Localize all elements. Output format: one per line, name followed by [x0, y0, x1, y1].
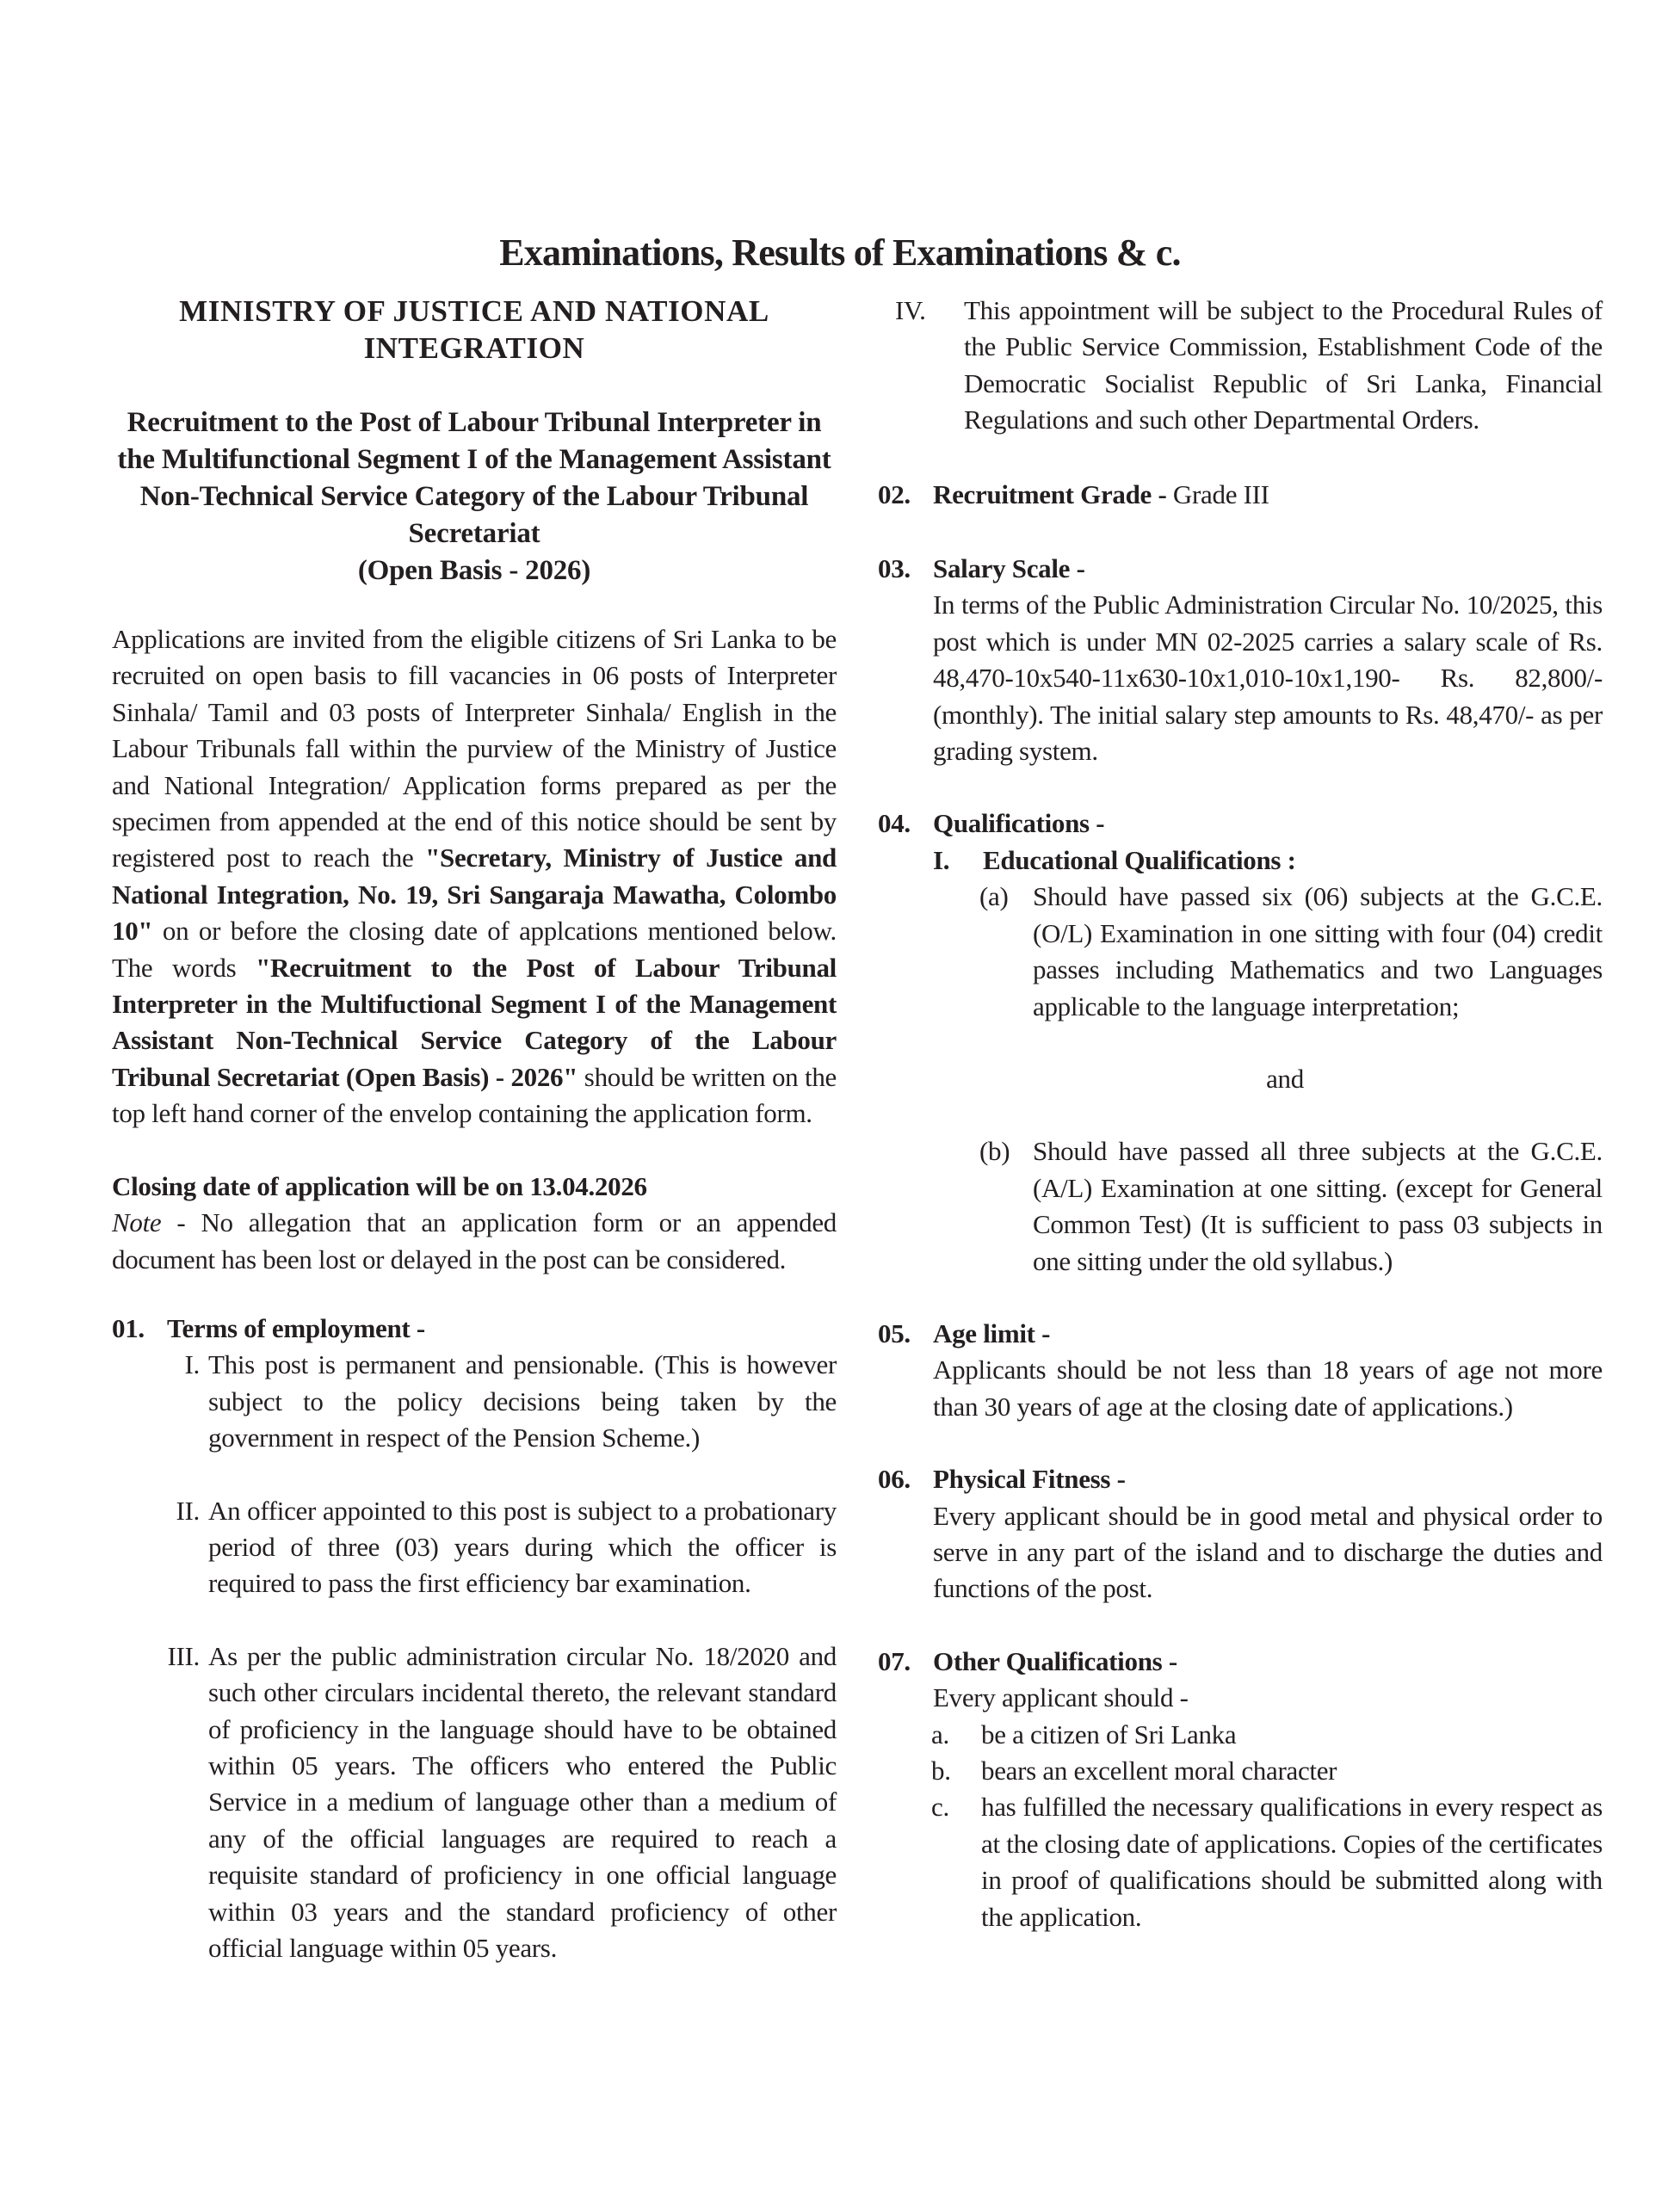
term-item-ii: [112, 1493, 837, 1602]
other-qualification-c: [931, 1789, 1603, 1935]
physical-fitness-text: Every applicant should be in good metal and physical order to serve in any part of the island and to discharge the duties and functions of the post.: [933, 1500, 1603, 1604]
page-title: Examinations, Results of Examinations & c.: [499, 231, 1181, 274]
section-title: Age limit -: [933, 1317, 1051, 1348]
intro-text-3: should be written on the top left hand corner of the envelop containing the application form.: [112, 1061, 837, 1129]
section-number: 01.: [112, 1312, 145, 1343]
left-column: [112, 293, 837, 1966]
right-column: [878, 293, 1603, 1935]
recruitment-title: Recruitment to the Post of Labour Tribunal Interpreter in the Multifunctional Segment I of the Management Assistant Non-Technical Service Category of the Labour Tribunal Secretariat: [117, 407, 831, 549]
ministry-heading: MINISTRY OF JUSTICE AND NATIONAL INTEGRATION: [179, 294, 769, 365]
salary-scale-text: In terms of the Public Administration Circular No. 10/2025, this post which is under MN 02-2025 carries a salary scale of Rs. 48,470-10x540-11x630-10x1,010-10x1,190- Rs. 82,800/- (monthly). The initial salary step amounts to Rs. 48,470/- as per grading system.: [933, 589, 1603, 767]
section-number: 05.: [878, 1317, 911, 1348]
section-05: [878, 1316, 1603, 1425]
term-item-iv: [878, 293, 1603, 439]
item-label: (b): [979, 1136, 1010, 1167]
item-number: I.: [184, 1349, 200, 1380]
item-label: (a): [979, 881, 1009, 912]
other-qualification-a: [931, 1717, 1603, 1753]
intro-address: "Secretary, Ministry of Justice and National Integration, No. 19, Sri Sangaraja Mawatha, Colombo 10": [112, 842, 837, 947]
section-title: Qualifications -: [933, 808, 1105, 839]
item-number: IV.: [895, 295, 926, 325]
age-limit-text: Applicants should be not less than 18 years of age not more than 30 years of age at the closing date of applications.): [933, 1355, 1603, 1422]
other-qualification-b: [931, 1753, 1603, 1789]
recruitment-grade-value: Grade III: [1166, 478, 1269, 509]
item-text: Should have passed six (06) subjects at the G.C.E. (O/L) Examination in one sitting with four (04) credit passes including Mathematics and two Languages applicable to the language interpretation;: [1033, 881, 1603, 1021]
section-title: Other Qualifications -: [933, 1645, 1177, 1676]
section-title: Salary Scale -: [933, 553, 1085, 584]
intro-text-2: on or before the closing date of applcations mentioned below. The words: [112, 916, 837, 983]
intro-envelope-label: "Recruitment to the Post of Labour Tribunal Interpreter in the Multifuctional Segment I of the Management Assistant Non-Technical Service Category of the Labour Tribunal Secretariat (Open Basis) - 2026": [112, 952, 837, 1092]
section-03: [878, 551, 1603, 769]
item-text: has fulfilled the necessary qualifications in every respect as at the closing date of applications. Copies of the certificates in proof of qualifications should be submitted along with the application.: [981, 1792, 1603, 1932]
section-title: Recruitment Grade -: [933, 478, 1167, 509]
other-qualifications-lead: Every applicant should -: [933, 1682, 1189, 1713]
item-number: II.: [176, 1495, 200, 1526]
section-06: [878, 1461, 1603, 1608]
closing-date: Closing date of application will be on 13.04.2026: [112, 1170, 647, 1201]
item-label: c.: [931, 1792, 949, 1823]
educational-qualifications-heading: [933, 842, 1603, 879]
item-number: III.: [167, 1640, 200, 1671]
section-title: Terms of employment -: [167, 1312, 425, 1343]
section-number: 07.: [878, 1645, 911, 1676]
sub-title: Educational Qualifications :: [983, 844, 1296, 875]
term-item-iii: [112, 1638, 837, 1967]
item-text: An officer appointed to this post is subject to a probationary period of three (03) years during which the officer is required to pass the first efficiency bar examination.: [208, 1495, 837, 1599]
note-text: - No allegation that an application form or an appended document has been lost or delayed in the post can be considered.: [112, 1207, 837, 1274]
section-04: [878, 805, 1603, 1279]
section-number: 03.: [878, 553, 911, 584]
intro-paragraph: [112, 621, 837, 1132]
item-text: be a citizen of Sri Lanka: [981, 1719, 1237, 1749]
term-item-i: [112, 1347, 837, 1456]
section-07: [878, 1644, 1603, 1935]
item-label: a.: [931, 1719, 949, 1749]
item-text: Should have passed all three subjects at the G.C.E. (A/L) Examination at one sitting. (except for General Common Test) (It is sufficient to pass 03 subjects in one sitting under the old syllabus.): [1033, 1136, 1603, 1276]
section-title: Physical Fitness -: [933, 1464, 1126, 1495]
section-number: 04.: [878, 808, 911, 839]
section-02: [878, 477, 1603, 513]
section-number: 02.: [878, 478, 911, 509]
item-text: As per the public administration circular No. 18/2020 and such other circulars incidental thereto, the relevant standard of proficiency in the language should have to be obtained within 05 years. The officers who entered the Public Service in a medium of language other than a medium of any of the official languages are required to reach a requisite standard of proficiency in one official language within 03 years and the standard proficiency of other official language within 05 years.: [208, 1640, 837, 1963]
qualification-a: [933, 879, 1603, 1025]
intro-text-1: Applications are invited from the eligible citizens of Sri Lanka to be recruited on open basis to fill vacancies in 06 posts of Interpreter Sinhala/ Tamil and 03 posts of Interpreter Sinhala/ English in the Labour Tribunals fall within the purview of the Ministry of Justice and National Integration/ Application forms prepared as per the specimen from appended at the end of this notice should be sent by registered post to reach the: [112, 624, 837, 873]
qualification-b: [933, 1133, 1603, 1280]
conjunction-and: and: [1266, 1063, 1304, 1094]
item-text: This post is permanent and pensionable. (This is however subject to the policy decisions being taken by the government in respect of the Pension Scheme.): [208, 1349, 837, 1453]
section-01: [112, 1311, 837, 1347]
note-paragraph: [112, 1205, 837, 1278]
item-text: This appointment will be subject to the Procedural Rules of the Public Service Commission, Establishment Code of the Democratic Socialist Republic of Sri Lanka, Financial Regulations and such other Departmental Orders.: [964, 295, 1603, 435]
recruitment-basis: (Open Basis - 2026): [357, 555, 591, 586]
section-number: 06.: [878, 1464, 911, 1495]
recruitment-heading: [112, 404, 837, 589]
note-label: Note: [112, 1207, 162, 1238]
item-label: b.: [931, 1756, 951, 1786]
sub-number: I.: [933, 844, 950, 875]
item-text: bears an excellent moral character: [981, 1756, 1337, 1786]
